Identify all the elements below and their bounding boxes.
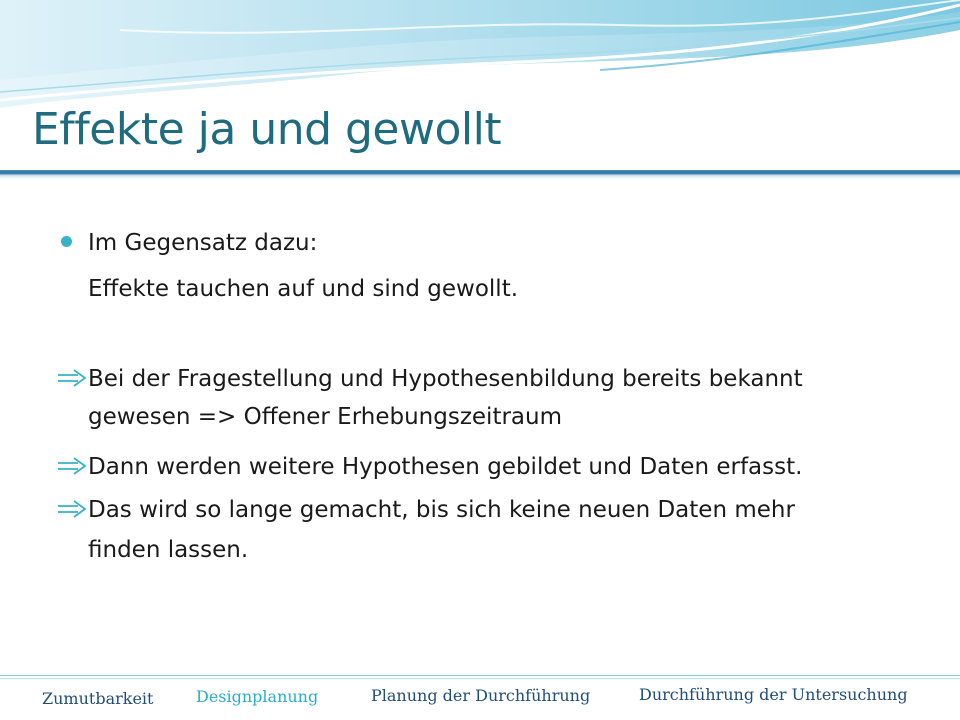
nav-link-planung-der-durchfuehrung[interactable]: Planung der Durchführung bbox=[371, 686, 591, 705]
double-arrow-icon bbox=[57, 499, 87, 519]
title-divider-shadow bbox=[0, 175, 960, 179]
arrow-point-text-line: gewesen => Offener Erhebungszeitraum bbox=[88, 404, 562, 430]
bullet-text-line: Im Gegensatz dazu: bbox=[88, 230, 318, 256]
nav-link-zumutbarkeit[interactable]: Zumutbarkeit bbox=[42, 689, 154, 708]
arrow-point-text-line: Das wird so lange gemacht, bis sich keine neuen Daten mehr bbox=[88, 497, 795, 523]
double-arrow-icon bbox=[57, 368, 87, 388]
double-arrow-icon bbox=[57, 456, 87, 476]
circle-bullet-icon bbox=[61, 236, 72, 247]
footer-divider bbox=[0, 675, 960, 676]
arrow-point-text-line: Dann werden weitere Hypothesen gebildet und Daten erfasst. bbox=[88, 454, 803, 480]
arrow-point-text-line: finden lassen. bbox=[88, 537, 249, 563]
footer-divider-light bbox=[0, 678, 960, 679]
bullet-text-line: Effekte tauchen auf und sind gewollt. bbox=[88, 276, 519, 302]
arrow-point-text-line: Bei der Fragestellung und Hypothesenbildung bereits bekannt bbox=[88, 366, 803, 392]
wave-decoration bbox=[0, 0, 960, 110]
nav-link-durchfuehrung-der-untersuchung[interactable]: Durchführung der Untersuchung bbox=[639, 685, 908, 704]
slide-title: Effekte ja und gewollt bbox=[32, 104, 502, 155]
nav-link-designplanung[interactable]: Designplanung bbox=[196, 687, 319, 706]
